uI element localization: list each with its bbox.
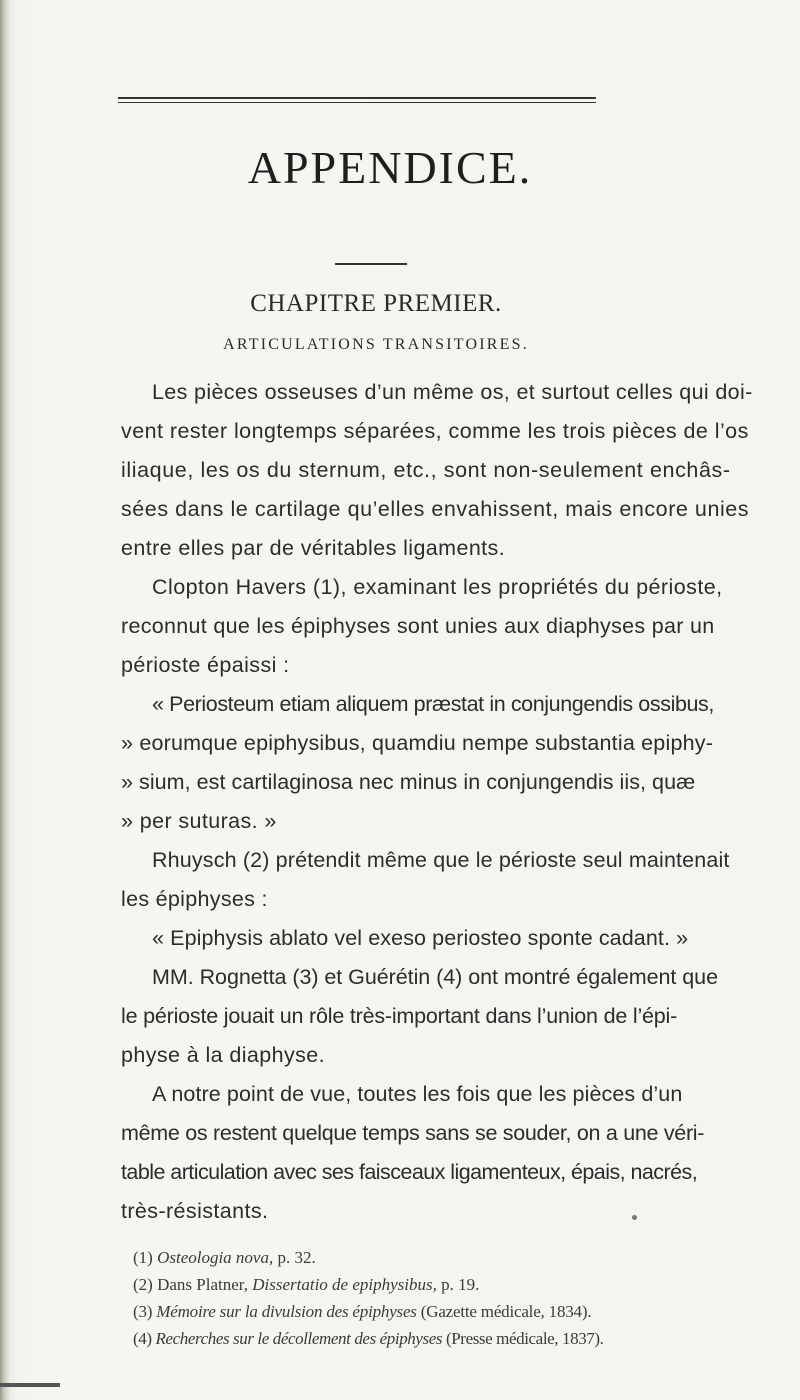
text-line: sées dans le cartilage qu’elles envahissent, mais encore unies: [121, 497, 750, 521]
footnote-text: (Gazette médicale, 1834).: [416, 1302, 592, 1321]
footnote-text: (Presse médicale, 1837).: [442, 1329, 604, 1348]
footnote: [133, 1275, 479, 1295]
text-line: reconnut que les épiphyses sont unies aux diaphyses par un: [121, 614, 715, 638]
footnote: [133, 1329, 604, 1349]
footnote-title: Osteologia nova,: [157, 1248, 274, 1267]
title-text: APPENDICE.: [247, 142, 533, 193]
footnote-title: Dissertatio de epiphysibus,: [252, 1275, 437, 1294]
chapter-text: CHAPITRE PREMIER.: [250, 290, 502, 317]
section-text: ARTICULATIONS TRANSITOIRES.: [223, 336, 529, 353]
footnote-title: Mémoire sur la divulsion des épiphyses: [156, 1302, 417, 1321]
text-line: « Periosteum etiam aliquem præstat in conjungendis ossibus,: [152, 692, 714, 716]
text-line: Les pièces osseuses d’un même os, et surtout celles qui doi-: [152, 380, 753, 404]
text-line: Clopton Havers (1), examinant les propriétés du périoste,: [152, 575, 723, 599]
page-bottom-mark: [0, 1383, 60, 1387]
text-line: A notre point de vue, toutes les fois que les pièces d’un: [152, 1082, 683, 1106]
text-line: même os restent quelque temps sans se souder, on a une véri-: [121, 1121, 705, 1145]
text-line: « Epiphysis ablato vel exeso periosteo sponte cadant. »: [152, 926, 689, 950]
text-line: table articulation avec ses faisceaux ligamenteux, épais, nacrés,: [121, 1160, 698, 1184]
ink-speck: [632, 1215, 637, 1220]
text-line: très-résistants.: [121, 1199, 269, 1223]
text-line: » sium, est cartilaginosa nec minus in conjungendis iis, quæ: [121, 770, 696, 794]
footnote-number: (4): [133, 1329, 152, 1348]
footnote-text: p. 32.: [273, 1248, 316, 1267]
text-line: périoste épaissi :: [121, 653, 290, 677]
text-line: iliaque, les os du sternum, etc., sont non-seulement enchâs-: [121, 458, 731, 482]
text-line: » per suturas. »: [121, 809, 277, 833]
text-line: les épiphyses :: [121, 887, 268, 911]
text-line: Rhuysch (2) prétendit même que le périoste seul maintenait: [152, 848, 730, 872]
footnote-text: p. 19.: [436, 1275, 480, 1294]
footnote-number: (1): [133, 1248, 153, 1267]
text-line: » eorumque epiphysibus, quamdiu nempe substantia epiphy-: [121, 731, 714, 755]
text-line: entre elles par de véritables ligaments.: [121, 536, 506, 560]
text-line: physe à la diaphyse.: [121, 1043, 326, 1067]
text-line: vent rester longtemps séparées, comme les trois pièces de l’os: [121, 419, 749, 443]
footnote-title: Recherches sur le décollement des épiphyses: [155, 1329, 443, 1348]
footnote-text: Dans Platner,: [152, 1275, 253, 1294]
footnote-number: (3): [133, 1302, 153, 1321]
footnote-number: (2): [133, 1275, 153, 1294]
text-line: le périoste jouait un rôle très-important dans l’union de l’épi-: [121, 1004, 678, 1028]
footnote: [133, 1302, 591, 1322]
text-line: MM. Rognetta (3) et Guérétin (4) ont montré également que: [152, 965, 718, 989]
footnote: [133, 1248, 316, 1268]
